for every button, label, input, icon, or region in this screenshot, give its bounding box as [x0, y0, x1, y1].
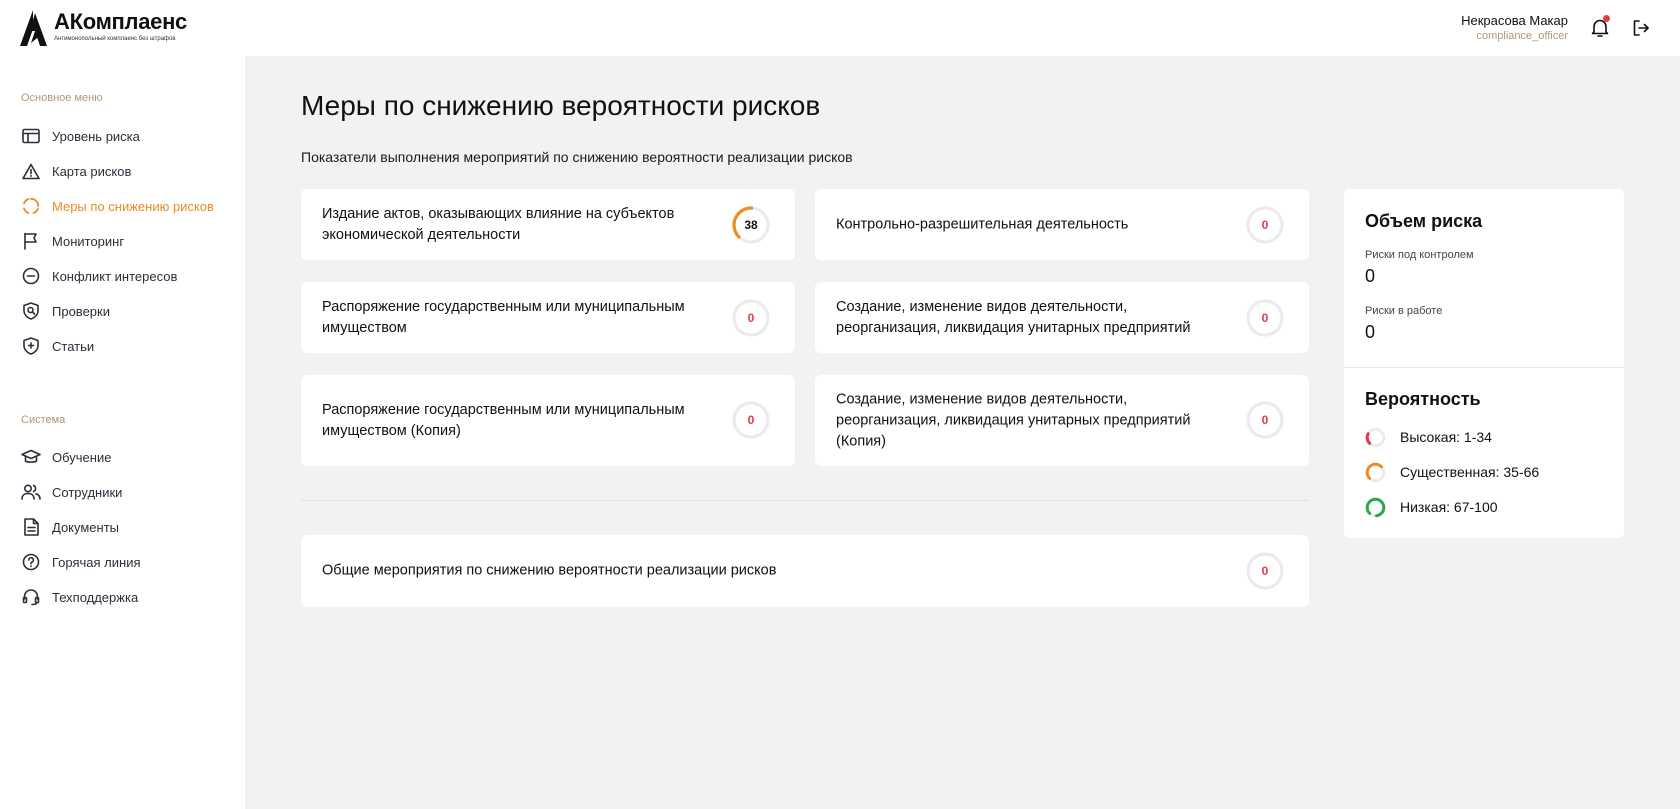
shield-plus-icon	[21, 336, 41, 356]
sidebar-item-hotline[interactable]	[21, 550, 141, 574]
legend-low-ring	[1365, 497, 1386, 518]
logout-button[interactable]	[1629, 16, 1653, 40]
sidebar-item-label: Статьи	[52, 338, 95, 354]
in-work-label: Риски в работе	[1365, 305, 1443, 317]
progress-gauge	[1245, 400, 1285, 440]
sidebar-item-label: Обучение	[52, 449, 112, 465]
sidebar-item-employees[interactable]	[21, 480, 122, 504]
general-measures-card[interactable]	[301, 535, 1309, 607]
measure-card-title: Создание, изменение видов деятельности, реорганизация, ликвидация унитарных предприятий (Копия)	[836, 391, 1191, 449]
measure-card-title: Создание, изменение видов деятельности, реорганизация, ликвидация унитарных предприятий	[836, 298, 1191, 336]
legend-significant	[1365, 461, 1539, 483]
system-menu-label: Система	[21, 414, 66, 426]
progress-gauge-value: 0	[1261, 564, 1269, 578]
legend-low-label: Низкая: 67-100	[1400, 499, 1498, 515]
legend-high	[1365, 426, 1492, 448]
sidebar-item-label: Конфликт интересов	[52, 268, 178, 284]
logout-icon	[1631, 18, 1651, 38]
measure-card-title: Распоряжение государственным или муниципальным имуществом	[322, 298, 685, 336]
user-name: Некрасова Макар	[1461, 13, 1568, 28]
progress-gauge-value: 0	[1261, 311, 1269, 325]
headset-icon	[21, 587, 41, 607]
sidebar-item-label: Меры по снижению рисков	[52, 198, 214, 214]
sidebar	[0, 56, 245, 809]
app-name: АКомплаенс	[54, 9, 187, 34]
progress-gauge-value: 38	[744, 218, 758, 232]
page-title: Меры по снижению вероятности рисков	[301, 90, 821, 121]
progress-gauge	[731, 205, 771, 245]
notification-dot	[1603, 15, 1610, 22]
section-divider	[301, 500, 1309, 501]
progress-gauge	[1245, 298, 1285, 338]
sidebar-item-checks[interactable]	[21, 299, 110, 323]
measure-card[interactable]	[301, 189, 795, 260]
under-control-label: Риски под контролем	[1365, 249, 1474, 261]
document-icon	[21, 517, 41, 537]
sidebar-item-risk-map[interactable]	[21, 159, 131, 183]
sidebar-item-label: Сотрудники	[52, 484, 123, 500]
risk-volume-title: Объем риска	[1365, 211, 1483, 231]
sidebar-item-label: Карта рисков	[52, 163, 132, 179]
page-subtitle: Показатели выполнения мероприятий по снижению вероятности реализации рисков	[301, 149, 853, 165]
progress-circle-icon	[21, 196, 41, 216]
measure-card-title: Издание актов, оказывающих влияние на субъектов экономической деятельности	[322, 205, 675, 243]
sidebar-item-documents[interactable]	[21, 515, 119, 539]
notifications-button[interactable]	[1588, 16, 1612, 40]
measure-card[interactable]	[301, 282, 795, 353]
user-info[interactable]	[1461, 13, 1568, 44]
app-tagline: Антимонопольный комплаенс без штрафов	[54, 36, 176, 42]
sidebar-item-articles[interactable]	[21, 334, 94, 358]
sidebar-item-support[interactable]	[21, 585, 138, 609]
under-control-value: 0	[1365, 266, 1376, 286]
measure-card-title: Контрольно-разрешительная деятельность	[836, 216, 1129, 232]
sidebar-item-label: Документы	[52, 519, 120, 535]
legend-significant-label: Существенная: 35-66	[1400, 464, 1540, 480]
progress-gauge-value: 0	[1261, 218, 1269, 232]
main-menu-label: Основное меню	[21, 92, 103, 104]
gauge-progress-arc	[1365, 497, 1386, 518]
graduation-cap-icon	[21, 447, 41, 467]
dashboard-icon	[21, 126, 41, 146]
measure-card[interactable]	[815, 189, 1309, 260]
sidebar-item-label: Горячая линия	[52, 554, 141, 570]
measure-card[interactable]	[815, 282, 1309, 353]
sidebar-item-label: Техподдержка	[52, 589, 139, 605]
progress-gauge-value: 0	[747, 311, 755, 325]
measure-card-title: Распоряжение государственным или муниципальным имуществом (Копия)	[322, 401, 685, 439]
minus-circle-icon	[21, 266, 41, 286]
sidebar-item-risk-level[interactable]	[21, 124, 140, 148]
help-circle-icon	[21, 552, 41, 572]
progress-gauge	[1245, 205, 1285, 245]
user-role: compliance_officer	[1476, 30, 1568, 42]
sidebar-item-monitoring[interactable]	[21, 229, 124, 253]
top-header	[0, 0, 1680, 56]
risk-summary-panel	[1344, 189, 1624, 538]
progress-gauge	[731, 400, 771, 440]
gauge-ring	[1365, 462, 1386, 483]
in-work-value: 0	[1365, 322, 1376, 342]
sidebar-item-risk-measures[interactable]	[21, 194, 214, 218]
panel-divider	[1344, 367, 1624, 368]
legend-high-label: Высокая: 1-34	[1400, 429, 1492, 445]
progress-gauge-value: 0	[747, 413, 755, 427]
legend-low	[1365, 496, 1498, 518]
sidebar-item-conflict[interactable]	[21, 264, 177, 288]
legend-significant-ring	[1365, 462, 1386, 483]
users-icon	[21, 482, 41, 502]
progress-gauge-value: 0	[1261, 413, 1269, 427]
general-measures-title: Общие мероприятия по снижению вероятности реализации рисков	[322, 562, 777, 579]
flag-icon	[21, 231, 41, 251]
gauge-ring	[1365, 427, 1386, 448]
progress-gauge	[731, 298, 771, 338]
sidebar-item-training[interactable]	[21, 445, 111, 469]
measure-card[interactable]	[815, 375, 1309, 466]
sidebar-item-label: Уровень риска	[52, 128, 140, 144]
legend-high-ring	[1365, 427, 1386, 448]
progress-gauge	[1245, 551, 1285, 591]
app-logo[interactable]	[20, 10, 187, 46]
logo-bolt-icon	[20, 10, 48, 46]
shield-search-icon	[21, 301, 41, 321]
gauge-ring	[1365, 497, 1386, 518]
measure-card[interactable]	[301, 375, 795, 466]
sidebar-item-label: Проверки	[52, 303, 110, 319]
sidebar-item-label: Мониторинг	[52, 233, 125, 249]
warning-triangle-icon	[21, 161, 41, 181]
probability-title: Вероятность	[1365, 389, 1481, 409]
